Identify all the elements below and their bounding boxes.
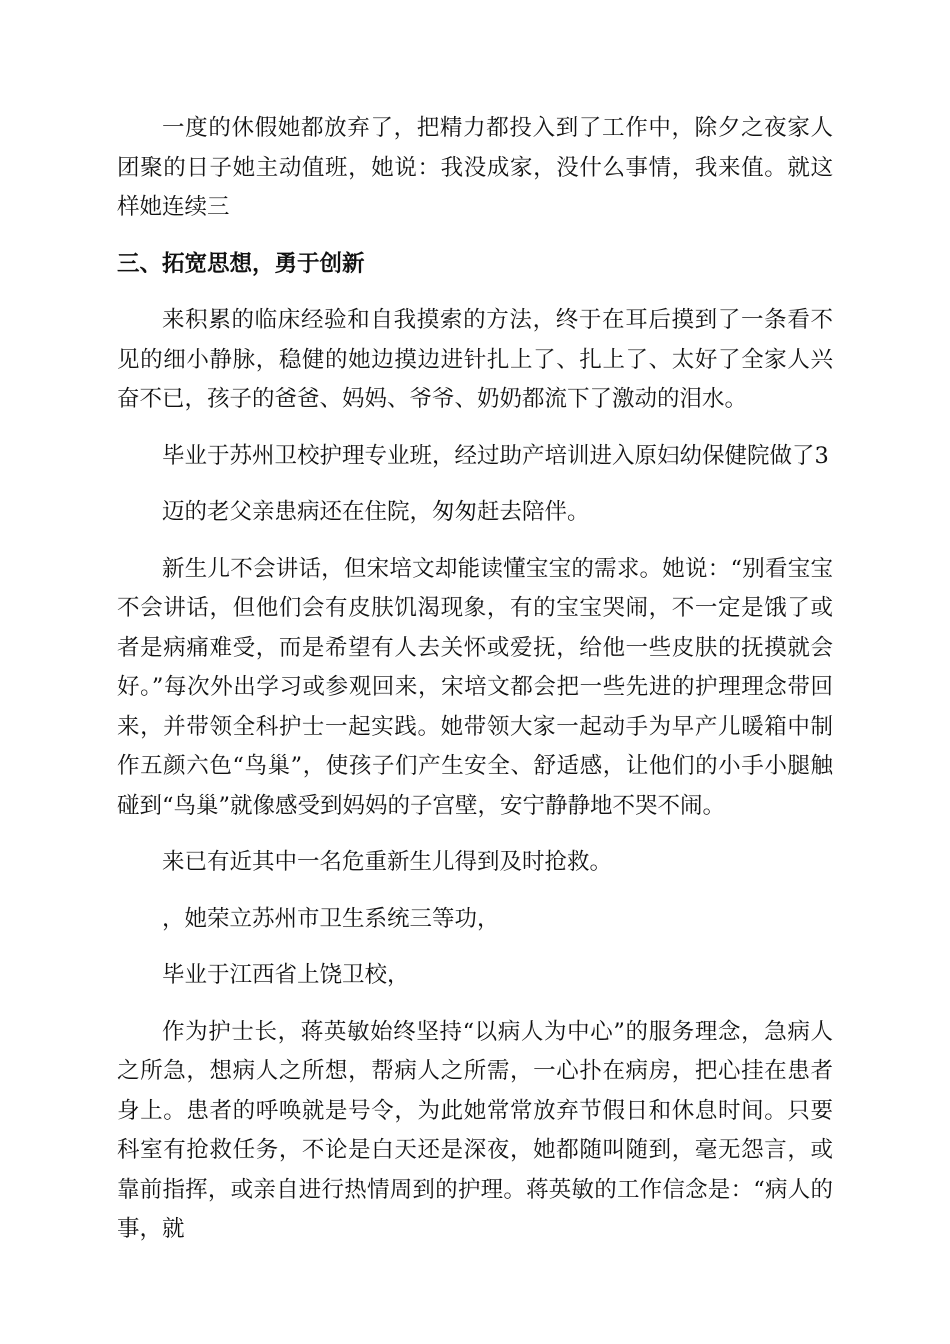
paragraph-father-illness: 迈的老父亲患病还在住院，匆匆赶去陪伴。 [162, 499, 590, 525]
paragraph-merit-award: ，她荣立苏州市卫生系统三等功， [162, 905, 500, 932]
paragraph-newborn-care: 新生儿不会讲话，但宋培文却能读懂宝宝的需求。她说：“别看宝宝不会讲话，但他们会有皮肤饥渴现象，有的宝宝哭闹，不一定是饿了或者是病痛难受，而是希望有人去关怀或爱抚，给他一些皮肤的抚摸就会好。”每次外出学习或参观回来，宋培文都会把一些先进的护理理念带回来，并带领全科护士一起实践。她带领大家一起动手为早产儿暖箱中制作五颜六色“鸟巢”，使孩子们产生安全、舒适感，让他们的小手小腿触碰到“鸟巢”就像感受到妈妈的子宫壁，安宁静静地不哭不闹。 [117, 555, 833, 819]
paragraph-graduation-jiangxi: 毕业于江西省上饶卫校， [162, 962, 410, 988]
section-heading: 三、拓宽思想，勇于创新 [117, 250, 365, 277]
paragraph-holiday-duty: 一度的休假她都放弃了，把精力都投入到了工作中，除夕之夜家人团聚的日子她主动值班，她说：我没成家，没什么事情，我来值。就这样她连续三 [117, 115, 833, 220]
paragraph-rescue: 来已有近其中一名危重新生儿得到及时抢救。 [162, 849, 613, 875]
paragraph-graduation-suzhou: 毕业于苏州卫校护理专业班，经过助产培训进入原妇幼保健院做了3 [162, 442, 829, 469]
document-body [117, 109, 833, 1250]
paragraph-vein-discovery: 来积累的临床经验和自我摸索的方法，终于在耳后摸到了一条看不见的细小静脉，稳健的她边摸边进针扎上了、扎上了、太好了全家人兴奋不已，孩子的爸爸、妈妈、爷爷、奶奶都流下了激动的泪水。 [117, 307, 833, 412]
paragraph-head-nurse: 作为护士长，蒋英敏始终坚持“以病人为中心”的服务理念，急病人之所急，想病人之所想，帮病人之所需，一心扑在病房，把心挂在患者身上。患者的呼唤就是号令，为此她常常放弃节假日和休息时间。只要科室有抢救任务，不论是白天还是深夜，她都随叫随到，毫无怨言，或靠前指挥，或亲自进行热情周到的护理。蒋英敏的工作信念是：“病人的事，就 [117, 1018, 833, 1242]
